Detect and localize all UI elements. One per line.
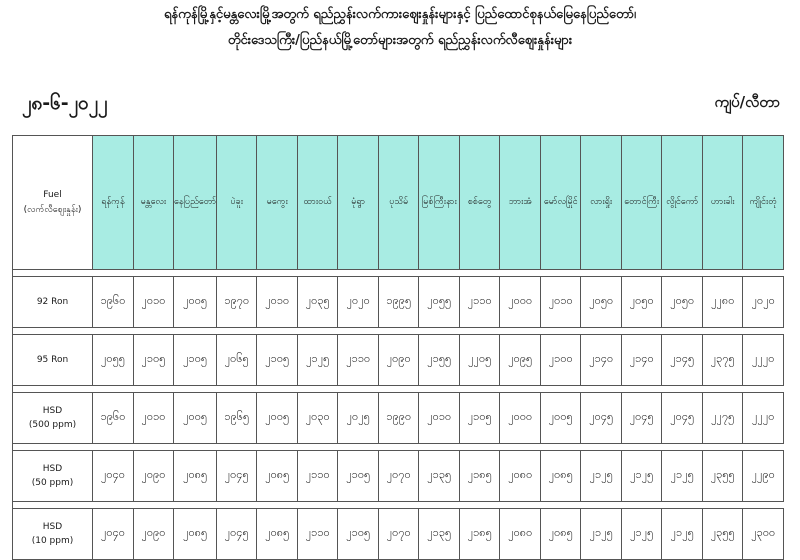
price-cell: ၂၁၂၅	[622, 509, 662, 560]
row-spacer	[13, 386, 784, 393]
price-cell: ၂၀၂၀	[743, 277, 784, 328]
price-cell: ၂၀၉၅	[500, 335, 541, 386]
price-cell: ၂၀၁၀	[541, 277, 581, 328]
city-column-header: မုံရွာ	[338, 136, 379, 270]
table-row	[13, 393, 784, 444]
fuel-header-sublabel: (လက်လီဈေးနှုန်း)	[23, 204, 82, 215]
price-cell: ၂၀၄၅	[217, 451, 257, 502]
row-spacer-cell	[13, 444, 784, 451]
price-cell: ၂၁၀၀	[541, 335, 581, 386]
price-cell: ၁၉၉၅	[379, 277, 419, 328]
price-cell: ၂၁၀၅	[338, 509, 379, 560]
price-cell: ၂၀၈၅	[541, 451, 581, 502]
table-row	[13, 451, 784, 502]
row-spacer	[13, 444, 784, 451]
city-column-header: နေပြည်တော်	[174, 136, 217, 270]
price-cell: ၂၀၅၀	[581, 277, 622, 328]
price-cell: ၂၀၈၀	[500, 451, 541, 502]
date-label: ၂၈-၆-၂၀၂၂	[22, 92, 108, 114]
price-cell: ၂၀၅၅	[93, 335, 134, 386]
price-cell: ၂၁၂၅	[581, 509, 622, 560]
price-cell: ၁၉၆၅	[217, 393, 257, 444]
price-cell: ၂၁၄၀	[622, 335, 662, 386]
row-spacer-cell	[13, 386, 784, 393]
city-column-header: စစ်တွေ	[460, 136, 500, 270]
row-spacer-cell	[13, 270, 784, 277]
price-cell: ၂၀၄၅	[662, 393, 703, 444]
fuel-type-grade: (500 ppm)	[28, 420, 77, 430]
city-column-header: ပုသိမ်	[379, 136, 419, 270]
price-cell: ၂၀၀၀	[500, 277, 541, 328]
price-cell: ၂၀၆၅	[217, 335, 257, 386]
fuel-type-label	[13, 451, 93, 502]
price-cell: ၂၁၀၅	[338, 451, 379, 502]
price-cell: ၂၀၃၀	[298, 393, 338, 444]
city-column-header: မကွေး	[257, 136, 298, 270]
city-column-header: ဟားခါး	[703, 136, 743, 270]
price-cell: ၂၀၉၀	[134, 451, 174, 502]
price-cell: ၂၁၈၅	[460, 509, 500, 560]
price-cell: ၂၀၉၀	[134, 509, 174, 560]
price-cell: ၂၀၄၅	[622, 393, 662, 444]
city-column-header: မြစ်ကြီးနား	[419, 136, 460, 270]
price-cell: ၂၁၄၅	[662, 335, 703, 386]
price-cell: ၂၀၄၅	[217, 509, 257, 560]
price-cell: ၂၂၂၀	[743, 335, 784, 386]
table-row	[13, 509, 784, 560]
price-cell: ၂၁၁၀	[460, 277, 500, 328]
fuel-type-grade: (10 ppm)	[31, 536, 74, 546]
price-cell: ၂၁၃၅	[419, 509, 460, 560]
city-column-header: လွိုင်ကော်	[662, 136, 703, 270]
price-cell: ၂၁၄၀	[581, 335, 622, 386]
fuel-type-name: 95 Ron	[36, 354, 69, 365]
page-title-line-2: တိုင်းဒေသကြီး/ပြည်နယ်မြို့တော်များအတွက် ရည်ညွှန်းလက်လီဈေးနှုန်းများ	[227, 33, 573, 48]
row-spacer	[13, 328, 784, 335]
price-cell: ၂၀၀၅	[174, 277, 217, 328]
fuel-type-label	[13, 509, 93, 560]
price-cell: ၂၁၂၅	[662, 509, 703, 560]
price-cell: ၂၁၂၅	[622, 451, 662, 502]
price-cell: ၂၀၅၀	[662, 277, 703, 328]
price-cell: ၂၀၀၀	[500, 393, 541, 444]
fuel-type-label	[13, 277, 93, 328]
table-header-row	[13, 136, 784, 270]
price-cell: ၁၉၉၀	[379, 393, 419, 444]
price-cell: ၂၀၅၀	[622, 277, 662, 328]
fuel-type-grade: (50 ppm)	[31, 478, 74, 488]
row-spacer	[13, 270, 784, 277]
city-column-header: ပဲခူး	[217, 136, 257, 270]
fuel-price-table	[12, 135, 784, 560]
price-cell: ၂၀၇၀	[379, 451, 419, 502]
price-cell: ၂၁၈၅	[460, 451, 500, 502]
price-cell: ၁၉၆၀	[93, 277, 134, 328]
city-column-header: တောင်ကြီး	[622, 136, 662, 270]
price-cell: ၂၀၄၀	[93, 451, 134, 502]
price-cell: ၂၁၀၅	[460, 393, 500, 444]
price-cell: ၂၂၇၅	[703, 393, 743, 444]
price-cell: ၂၃၇၅	[703, 335, 743, 386]
price-cell: ၂၂၈၀	[703, 277, 743, 328]
price-cell: ၂၁၁၀	[298, 509, 338, 560]
price-cell: ၂၀၈၅	[174, 451, 217, 502]
fuel-type-label	[13, 335, 93, 386]
city-column-header: ဘားအံ	[500, 136, 541, 270]
unit-label: ကျပ်/လီတာ	[714, 93, 780, 111]
price-cell: ၁၉၆၀	[93, 393, 134, 444]
price-cell: ၂၁၅၅	[419, 335, 460, 386]
city-column-header: ကျိုင်းတုံ	[743, 136, 784, 270]
city-column-header: ထားဝယ်	[298, 136, 338, 270]
fuel-type-name: HSD	[42, 405, 63, 416]
price-cell: ၂၀၁၀	[419, 393, 460, 444]
price-cell: ၂၁၀၅	[257, 335, 298, 386]
row-spacer-cell	[13, 502, 784, 509]
city-column-header: ရန်ကုန်	[93, 136, 134, 270]
price-cell: ၂၀၁၀	[134, 277, 174, 328]
price-cell: ၂၀၀၅	[174, 393, 217, 444]
price-cell: ၂၂၀၅	[460, 335, 500, 386]
price-cell: ၂၀၃၅	[298, 277, 338, 328]
price-cell: ၂၀၇၀	[379, 509, 419, 560]
table-row	[13, 277, 784, 328]
price-cell: ၂၁၀၅	[174, 335, 217, 386]
price-cell: ၂၀၈၀	[500, 509, 541, 560]
price-cell: ၂၂၂၀	[743, 393, 784, 444]
price-cell: ၂၂၉၀	[743, 451, 784, 502]
price-cell: ၂၀၂၅	[338, 393, 379, 444]
price-cell: ၂၃၅၅	[703, 451, 743, 502]
price-cell: ၂၃၅၅	[703, 509, 743, 560]
page-title-line-1: ရန်ကုန်မြို့နှင့်မန္တလေးမြို့အတွက် ရည်ညွှန်းလက်ကားဈေးနှုန်းများနှင့် ပြည်ထောင်စုနယ်မြေနေပြည်တော်၊	[163, 7, 637, 22]
fuel-column-header	[13, 136, 93, 270]
price-cell: ၂၀၈၅	[174, 509, 217, 560]
fuel-type-name: 92 Ron	[36, 296, 69, 307]
price-cell: ၂၀၁၀	[257, 277, 298, 328]
price-cell: ၂၀၈၅	[541, 509, 581, 560]
price-cell: ၂၀၀၅	[541, 393, 581, 444]
row-spacer	[13, 502, 784, 509]
price-cell: ၂၀၈၅	[257, 451, 298, 502]
fuel-type-label	[13, 393, 93, 444]
price-cell: ၂၀၅၅	[419, 277, 460, 328]
price-cell: ၂၀၉၀	[379, 335, 419, 386]
price-cell: ၂၀၂၀	[338, 277, 379, 328]
fuel-header-label: Fuel	[43, 190, 62, 201]
table-row	[13, 335, 784, 386]
price-cell: ၂၀၄၀	[93, 509, 134, 560]
price-cell: ၂၀၀၅	[257, 393, 298, 444]
price-cell: ၂၁၂၅	[662, 451, 703, 502]
price-cell: ၂၀၁၀	[134, 393, 174, 444]
city-column-header: မန္တလေး	[134, 136, 174, 270]
price-cell: ၂၁၁၀	[298, 451, 338, 502]
price-cell: ၁၉၇၀	[217, 277, 257, 328]
price-cell: ၂၃၀၀	[743, 509, 784, 560]
city-column-header: လားရှိုး	[581, 136, 622, 270]
price-cell: ၂၁၂၅	[581, 451, 622, 502]
fuel-type-name: HSD	[42, 463, 63, 474]
price-cell: ၂၁၁၀	[338, 335, 379, 386]
price-cell: ၂၀၄၅	[581, 393, 622, 444]
row-spacer-cell	[13, 328, 784, 335]
price-cell: ၂၀၈၅	[257, 509, 298, 560]
city-column-header: မော်လမြိုင်	[541, 136, 581, 270]
price-cell: ၂၁၃၅	[419, 451, 460, 502]
fuel-type-name: HSD	[42, 521, 63, 532]
price-cell: ၂၁၀၅	[134, 335, 174, 386]
price-cell: ၂၁၂၅	[298, 335, 338, 386]
